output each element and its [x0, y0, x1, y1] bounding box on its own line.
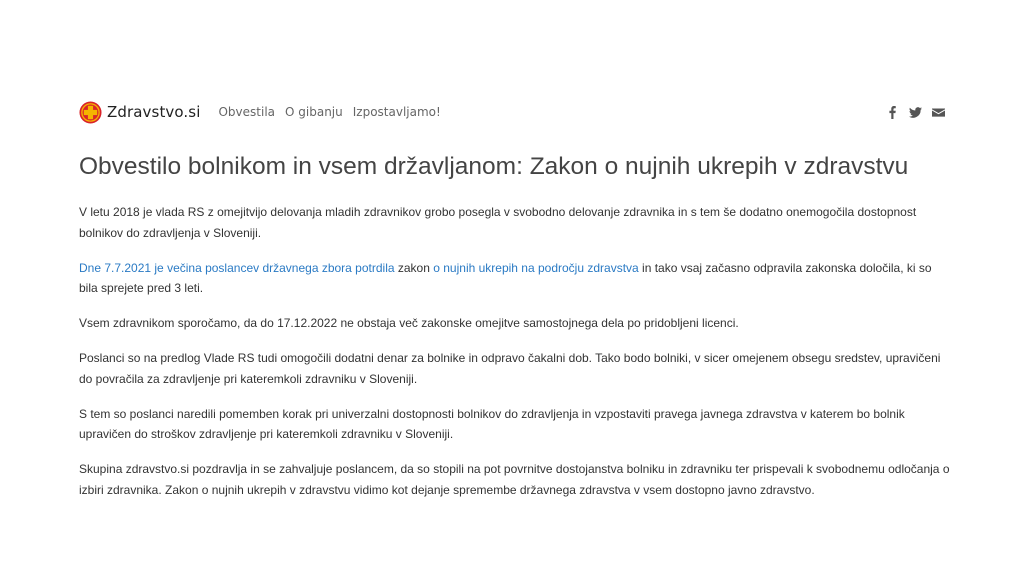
main-nav — [218, 105, 450, 119]
brand-name: Zdravstvo.si — [107, 103, 201, 121]
nav-obvestila[interactable]: Obvestila — [218, 105, 276, 119]
paragraph-2-text-2: in tako vsaj začasno odpravila zakonska določila, ki so bila sprejete pred 3 leti. — [79, 260, 932, 295]
paragraph-3: Vsem zdravnikom sporočamo, da do 17.12.2022 ne obstaja več zakonske omejitve samostojnega dela po pridobljeni licenci. — [79, 316, 739, 330]
paragraph-2-text-1: zakon — [394, 260, 434, 275]
article-body — [79, 202, 951, 515]
social-links — [876, 106, 945, 119]
link-urgent-measures-law[interactable]: o nujnih ukrepih na področju zdravstva — [433, 260, 639, 275]
paragraph-6: Skupina zdravstvo.si pozdravlja in se zahvaljuje poslancem, da so stopili na pot povrnitve dostojanstva bolniku in zdravniku ter prispevali k svobodnemu odločanja o izbiri zdravnika. Zakon o nujnih ukrepih v zdravstvu vidimo kot dejanje spremembe državnega zdravstva v vsem dostopno javno zdravstvo. — [79, 462, 950, 497]
paragraph-2 — [79, 258, 951, 299]
nav-o-gibanju[interactable]: O gibanju — [285, 105, 343, 119]
red-cross-logo-icon — [79, 101, 102, 124]
facebook-icon[interactable] — [886, 106, 899, 119]
twitter-icon[interactable] — [909, 106, 922, 119]
paragraph-4: Poslanci so na predlog Vlade RS tudi omogočili dodatni denar za bolnike in odpravo čakalni dob. Tako bodo bolniki, v sicer omejenem obsegu sredstev, upravičeni do povračila za zdravljenje pri kateremkoli zdravniku v Sloveniji. — [79, 351, 941, 386]
link-vote-date[interactable]: Dne 7.7.2021 je večina poslancev državnega zbora potrdila — [79, 260, 395, 275]
paragraph-5: S tem so poslanci naredili pomemben korak pri univerzalni dostopnosti bolnikov do zdravljenja in vzpostaviti pravega javnega zdravstva v katerem bo bolnik upravičen do stroškov zdravljenje pri kateremkoli zdravniku v Sloveniji. — [79, 406, 905, 441]
article-title: Obvestilo bolnikom in vsem državljanom: Zakon o nujnih ukrepih v zdravstvu — [79, 153, 909, 180]
nav-izpostavljamo[interactable]: Izpostavljamo! — [352, 105, 441, 119]
brand-link[interactable] — [79, 101, 200, 124]
paragraph-1: V letu 2018 je vlada RS z omejitvijo delovanja mladih zdravnikov grobo posegla v svobodno delovanje zdravnika in s tem še dodatno onemogočila dostopnost bolnikov do zdravljenja v Sloveniji. — [79, 205, 917, 240]
navbar — [79, 100, 945, 124]
envelope-icon[interactable] — [932, 106, 945, 119]
